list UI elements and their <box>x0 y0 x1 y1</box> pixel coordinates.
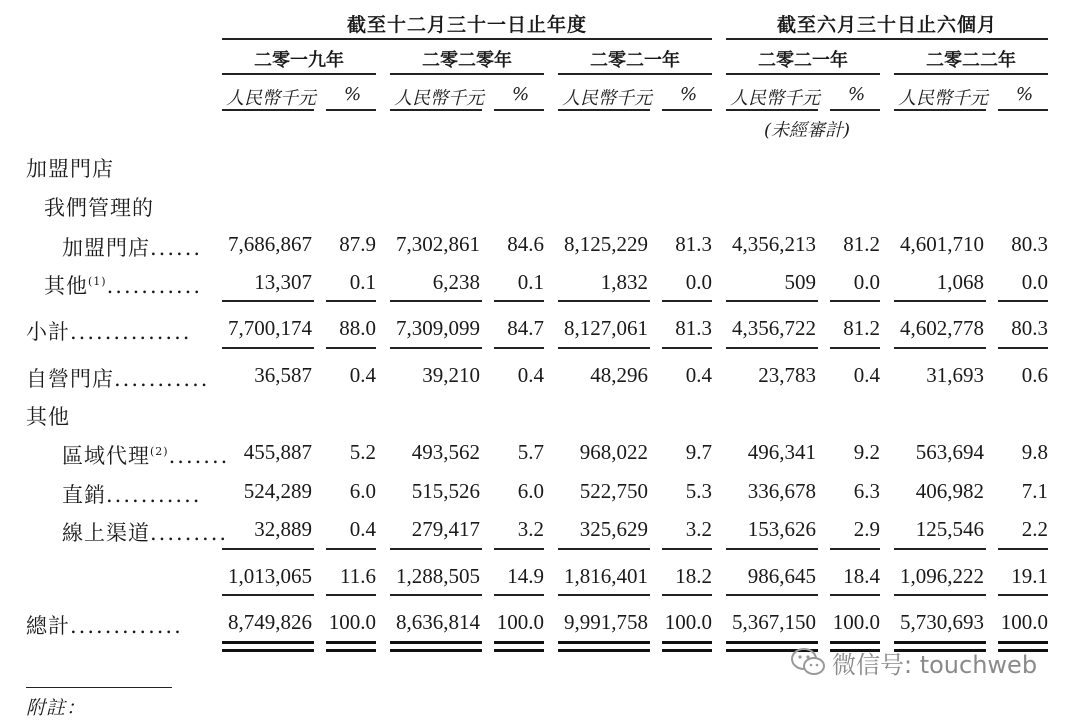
row-rule <box>390 300 482 302</box>
notes-label: 附註： <box>26 697 87 719</box>
online-channel-row-pct-cell: 2.2 <box>1021 517 1048 541</box>
row-rule <box>558 594 650 596</box>
row-rule <box>390 594 482 596</box>
row-rule <box>830 300 880 302</box>
direct-sales-row-pct-cell: 6.3 <box>853 479 880 503</box>
managed-label-line2: 加盟門店...... <box>62 236 203 260</box>
others-row-amount-cell: 1,832 <box>600 270 648 294</box>
year-rule <box>894 73 1048 75</box>
subtotal-row-amount-cell: 4,602,778 <box>900 316 984 340</box>
row-rule <box>662 548 712 550</box>
subtotal-row-amount-cell: 7,700,174 <box>228 316 312 340</box>
total-double-rule <box>558 649 650 652</box>
regional-agent-label: 區域代理$^{(2)}$....... <box>62 444 230 468</box>
managed-row-pct-cell: 87.9 <box>339 232 376 256</box>
total-double-rule <box>222 641 314 644</box>
year-2022-half: 二零二二年 <box>926 50 1016 71</box>
header-group-year: 截至十二月三十一日止年度 <box>346 14 587 36</box>
row-rule <box>830 594 880 596</box>
subtotal-row-pct-cell: 88.0 <box>339 316 376 340</box>
header-group-half: 截至六月三十日止六個月 <box>776 14 997 36</box>
total-row-amount-cell: 8,636,814 <box>396 610 480 634</box>
direct-sales-label: 直銷........... <box>62 483 202 507</box>
row-rule <box>390 548 482 550</box>
total-double-rule <box>390 649 482 652</box>
row-rule <box>662 594 712 596</box>
others-row-amount-cell: 509 <box>784 270 816 294</box>
self-operated-label: 自營門店........... <box>26 367 210 391</box>
direct-sales-row-amount-cell: 515,526 <box>411 479 480 503</box>
self-operated-row-amount-cell: 48,296 <box>590 363 648 387</box>
unit-pct: % <box>512 84 530 105</box>
row-rule <box>494 548 544 550</box>
total-double-rule <box>558 641 650 644</box>
other-sum-row-amount-cell: 1,096,222 <box>900 564 984 588</box>
total-row-amount-cell: 5,730,693 <box>900 610 984 634</box>
self-operated-row-pct-cell: 0.4 <box>685 363 712 387</box>
unit-pct: % <box>344 84 362 105</box>
total-row-pct-cell: 100.0 <box>496 610 544 634</box>
year-rule <box>726 73 880 75</box>
total-double-rule <box>662 649 712 652</box>
other-heading: 其他 <box>26 405 70 429</box>
unit-rule <box>326 109 376 111</box>
unit-rule <box>662 109 712 111</box>
self-operated-row-amount-cell: 39,210 <box>422 363 480 387</box>
other-sum-row-amount-cell: 1,013,065 <box>228 564 312 588</box>
regional-agent-row-amount-cell: 496,341 <box>747 440 816 464</box>
row-rule <box>558 548 650 550</box>
row-rule <box>222 594 314 596</box>
row-rule <box>894 594 986 596</box>
others-label: 其他$^{(1)}$........... <box>44 274 203 298</box>
direct-sales-row-pct-cell: 6.0 <box>349 479 376 503</box>
unit-rule <box>390 109 482 111</box>
regional-agent-row-pct-cell: 9.2 <box>853 440 880 464</box>
online-channel-row-pct-cell: 3.2 <box>517 517 544 541</box>
unit-amount: 人民幣千元 <box>562 88 652 109</box>
others-row-pct-cell: 0.1 <box>517 270 544 294</box>
total-double-rule <box>494 649 544 652</box>
row-rule <box>894 548 986 550</box>
watermark <box>790 646 1037 678</box>
others-row-pct-cell: 0.0 <box>853 270 880 294</box>
row-rule <box>494 594 544 596</box>
row-rule <box>326 594 376 596</box>
regional-agent-row-amount-cell: 968,022 <box>579 440 648 464</box>
footnote-ref-1: (1) <box>88 275 107 288</box>
unit-rule <box>558 109 650 111</box>
self-operated-row-amount-cell: 31,693 <box>926 363 984 387</box>
online-channel-row-pct-cell: 3.2 <box>685 517 712 541</box>
other-sum-row-amount-cell: 1,288,505 <box>396 564 480 588</box>
subtotal-row-pct-cell: 81.2 <box>843 316 880 340</box>
online-channel-row-pct-cell: 0.4 <box>349 517 376 541</box>
row-rule <box>726 548 818 550</box>
total-double-rule <box>390 641 482 644</box>
direct-sales-row-amount-cell: 406,982 <box>915 479 984 503</box>
direct-sales-row-pct-cell: 6.0 <box>517 479 544 503</box>
row-rule <box>998 548 1048 550</box>
regional-agent-row-pct-cell: 9.7 <box>685 440 712 464</box>
row-rule <box>726 347 818 349</box>
other-sum-row-pct-cell: 19.1 <box>1011 564 1048 588</box>
regional-agent-row-pct-cell: 5.2 <box>349 440 376 464</box>
self-operated-row-pct-cell: 0.6 <box>1021 363 1048 387</box>
row-rule <box>390 347 482 349</box>
year-2020: 二零二零年 <box>422 50 512 71</box>
total-double-rule <box>326 641 376 644</box>
online-channel-row-amount-cell: 325,629 <box>579 517 648 541</box>
unit-amount: 人民幣千元 <box>730 88 820 109</box>
row-rule <box>494 300 544 302</box>
total-label: 總計............. <box>26 614 183 638</box>
direct-sales-row-amount-cell: 524,289 <box>243 479 312 503</box>
online-channel-label: 線上渠道......... <box>62 521 229 545</box>
unit-amount: 人民幣千元 <box>394 88 484 109</box>
unit-rule <box>830 109 880 111</box>
regional-agent-row-amount-cell: 493,562 <box>411 440 480 464</box>
year-2019: 二零一九年 <box>254 50 344 71</box>
unit-amount: 人民幣千元 <box>226 88 316 109</box>
unit-rule <box>222 109 314 111</box>
unit-pct: % <box>1016 84 1034 105</box>
total-double-rule <box>494 641 544 644</box>
total-double-rule <box>662 641 712 644</box>
subtotal-row-pct-cell: 84.7 <box>507 316 544 340</box>
self-operated-row-pct-cell: 0.4 <box>349 363 376 387</box>
row-rule <box>222 300 314 302</box>
row-rule <box>326 300 376 302</box>
year-2021-half: 二零二一年 <box>758 50 848 71</box>
total-row-pct-cell: 100.0 <box>328 610 376 634</box>
footnote-ref-2: (2) <box>150 445 169 458</box>
subtotal-row-pct-cell: 80.3 <box>1011 316 1048 340</box>
total-row-pct-cell: 100.0 <box>1000 610 1048 634</box>
total-double-rule <box>326 649 376 652</box>
unit-rule <box>726 109 818 111</box>
total-double-rule <box>726 641 818 644</box>
online-channel-row-amount-cell: 125,546 <box>915 517 984 541</box>
row-rule <box>894 300 986 302</box>
year-rule <box>558 73 712 75</box>
others-row-amount-cell: 1,068 <box>936 270 984 294</box>
other-sum-row-pct-cell: 14.9 <box>507 564 544 588</box>
subtotal-label: 小計.............. <box>26 320 192 344</box>
direct-sales-row-pct-cell: 5.3 <box>685 479 712 503</box>
row-rule <box>998 594 1048 596</box>
row-rule <box>326 548 376 550</box>
franchise-heading: 加盟門店 <box>26 157 114 181</box>
unit-pct: % <box>848 84 866 105</box>
row-rule <box>726 300 818 302</box>
row-rule <box>830 347 880 349</box>
row-rule <box>830 548 880 550</box>
regional-agent-row-pct-cell: 9.8 <box>1021 440 1048 464</box>
subtotal-row-amount-cell: 4,356,722 <box>732 316 816 340</box>
other-sum-row-pct-cell: 18.4 <box>843 564 880 588</box>
regional-agent-row-amount-cell: 563,694 <box>915 440 984 464</box>
header-group-year-rule <box>222 38 712 40</box>
managed-row-amount-cell: 4,356,213 <box>732 232 816 256</box>
total-row-pct-cell: 100.0 <box>664 610 712 634</box>
row-rule <box>662 347 712 349</box>
direct-sales-row-amount-cell: 522,750 <box>579 479 648 503</box>
online-channel-row-amount-cell: 279,417 <box>411 517 480 541</box>
other-sum-row-amount-cell: 986,645 <box>747 564 816 588</box>
row-rule <box>998 347 1048 349</box>
others-row-amount-cell: 6,238 <box>432 270 480 294</box>
year-rule <box>222 73 376 75</box>
self-operated-row-amount-cell: 23,783 <box>758 363 816 387</box>
others-row-amount-cell: 13,307 <box>254 270 312 294</box>
online-channel-row-pct-cell: 2.9 <box>853 517 880 541</box>
row-rule <box>894 347 986 349</box>
wechat-icon <box>790 647 826 677</box>
total-row-amount-cell: 8,749,826 <box>228 610 312 634</box>
managed-label-line1: 我們管理的 <box>44 196 154 220</box>
subtotal-row-amount-cell: 7,309,099 <box>396 316 480 340</box>
subtotal-row-amount-cell: 8,127,061 <box>564 316 648 340</box>
others-row-pct-cell: 0.1 <box>349 270 376 294</box>
unaudited-note: (未經審計) <box>764 120 851 141</box>
total-row-amount-cell: 9,991,758 <box>564 610 648 634</box>
online-channel-row-amount-cell: 32,889 <box>254 517 312 541</box>
unit-rule <box>494 109 544 111</box>
other-sum-row-pct-cell: 11.6 <box>340 564 376 588</box>
managed-row-pct-cell: 80.3 <box>1011 232 1048 256</box>
online-channel-row-amount-cell: 153,626 <box>747 517 816 541</box>
watermark-text: 微信号: touchweb <box>832 650 1038 679</box>
self-operated-row-pct-cell: 0.4 <box>517 363 544 387</box>
direct-sales-row-amount-cell: 336,678 <box>747 479 816 503</box>
other-sum-row-pct-cell: 18.2 <box>675 564 712 588</box>
unit-rule <box>894 109 986 111</box>
others-row-pct-cell: 0.0 <box>1021 270 1048 294</box>
managed-row-pct-cell: 81.3 <box>675 232 712 256</box>
row-rule <box>222 548 314 550</box>
self-operated-row-pct-cell: 0.4 <box>853 363 880 387</box>
row-rule <box>558 300 650 302</box>
unit-rule <box>998 109 1048 111</box>
managed-row-amount-cell: 8,125,229 <box>564 232 648 256</box>
row-rule <box>998 300 1048 302</box>
row-rule <box>558 347 650 349</box>
managed-row-pct-cell: 81.2 <box>843 232 880 256</box>
subtotal-row-pct-cell: 81.3 <box>675 316 712 340</box>
year-2021: 二零二一年 <box>590 50 680 71</box>
total-row-pct-cell: 100.0 <box>832 610 880 634</box>
row-rule <box>494 347 544 349</box>
total-row-amount-cell: 5,367,150 <box>732 610 816 634</box>
header-group-half-rule <box>726 38 1048 40</box>
row-rule <box>662 300 712 302</box>
unit-pct: % <box>680 84 698 105</box>
regional-agent-row-pct-cell: 5.7 <box>517 440 544 464</box>
others-row-pct-cell: 0.0 <box>685 270 712 294</box>
direct-sales-row-pct-cell: 7.1 <box>1021 479 1048 503</box>
other-sum-row-amount-cell: 1,816,401 <box>564 564 648 588</box>
self-operated-row-amount-cell: 36,587 <box>254 363 312 387</box>
year-rule <box>390 73 544 75</box>
total-double-rule <box>222 649 314 652</box>
row-rule <box>726 594 818 596</box>
unit-amount: 人民幣千元 <box>898 88 988 109</box>
row-rule <box>326 347 376 349</box>
regional-agent-row-amount-cell: 455,887 <box>243 440 312 464</box>
managed-row-amount-cell: 7,686,867 <box>228 232 312 256</box>
footnote-separator <box>26 687 172 688</box>
managed-row-pct-cell: 84.6 <box>507 232 544 256</box>
managed-row-amount-cell: 7,302,861 <box>396 232 480 256</box>
managed-row-amount-cell: 4,601,710 <box>900 232 984 256</box>
row-rule <box>222 347 314 349</box>
